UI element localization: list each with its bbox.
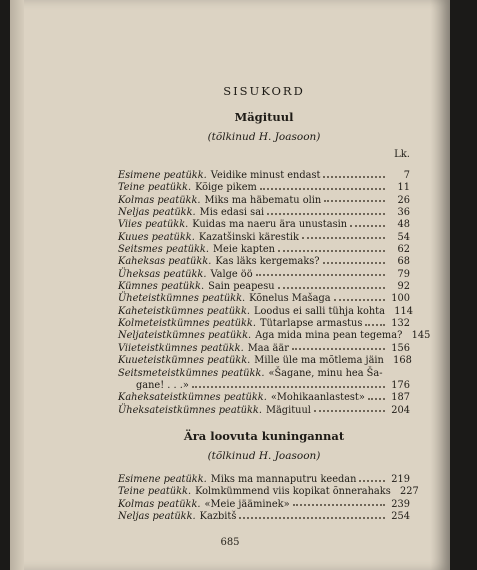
chapter-title: «Mohikaanlastest» [270, 392, 365, 404]
leader-dots [239, 516, 385, 519]
toc-entry-line [118, 380, 410, 392]
chapter-title-continued: gane! . . .» [136, 379, 189, 391]
chapter-label: Kuues peatükk. [118, 231, 195, 243]
chapter-label: Üheksateistkümnes peatükk. [118, 404, 262, 416]
chapter-page: 187 [391, 392, 410, 404]
toc-entry [118, 355, 410, 367]
toc-entry [118, 269, 410, 281]
chapter-label: Kümnes peatükk. [118, 281, 205, 293]
chapter-page: 239 [391, 498, 410, 510]
chapter-page: 156 [391, 342, 410, 354]
toc-entry [118, 318, 410, 330]
chapter-page: 254 [391, 510, 410, 522]
chapter-page: 26 [397, 194, 410, 206]
chapter-page: 11 [397, 182, 410, 194]
leader-dots [292, 347, 385, 350]
chapter-label: Kolmeteistkümnes peatükk. [118, 318, 256, 330]
toc-entry [118, 281, 410, 293]
chapter-label: Seitsmeteistkümnes peatükk. [118, 367, 265, 379]
page-column-label: Lk. [394, 149, 410, 160]
chapter-label: Üheksas peatükk. [118, 268, 207, 280]
chapter-label: Teine peatükk. [118, 486, 192, 498]
toc-entry [118, 392, 410, 404]
leader-dots [260, 187, 385, 190]
page-spine [10, 0, 24, 570]
chapter-title: Kuidas ma naeru ära unustasin [192, 219, 348, 231]
toc-entry [118, 182, 410, 194]
chapter-label: Kaheksas peatükk. [118, 256, 212, 268]
toc-entry [118, 330, 431, 342]
chapter-title: Valge öö [210, 268, 253, 280]
toc-entry [118, 232, 410, 244]
chapter-title: Kõige pikem [195, 182, 257, 194]
chapter-page: 132 [391, 318, 410, 330]
chapter-label: Viies peatükk. [118, 219, 189, 231]
part2-translator: (tõlkinud H. Joasoon) [207, 449, 321, 462]
leader-dots [314, 409, 385, 412]
chapter-title: Kazbitš [199, 510, 237, 522]
chapter-title: Mille üle ma mõtlema jäin [254, 355, 384, 367]
chapter-label: Esimene peatükk. [118, 473, 207, 485]
chapter-page: 114 [394, 305, 413, 317]
chapter-page: 100 [391, 293, 410, 305]
chapter-title: Miks ma häbematu olin [204, 194, 322, 206]
leader-dots [334, 298, 385, 301]
toc-entry [118, 244, 410, 256]
chapter-title: «Šagane, minu hea Ša- [268, 367, 383, 379]
leader-dots [323, 261, 385, 264]
toc-entry [118, 486, 419, 498]
part1-translator: (tõlkinud H. Joasoon) [207, 131, 321, 143]
toc-entry [118, 256, 410, 268]
chapter-label: Kolmas peatükk. [118, 194, 201, 206]
leader-dots [293, 503, 385, 506]
chapter-page: 145 [411, 330, 431, 342]
chapter-label: Kuueteistkümnes peatükk. [118, 355, 251, 367]
toc-entry [118, 499, 410, 511]
book-page [10, 0, 450, 570]
toc-entry [118, 511, 410, 523]
leader-dots [350, 224, 385, 227]
chapter-page: 227 [400, 486, 419, 498]
chapter-title: Aga mida mina pean tegema? [255, 330, 403, 342]
chapter-title: Kazatšinski kärestik [198, 231, 299, 243]
leader-dots [256, 273, 385, 276]
toc-entry [118, 343, 410, 355]
chapter-label: Kaheksateistkümnes peatükk. [118, 392, 267, 404]
chapter-title: Meie kapten [212, 244, 275, 256]
leader-dots [192, 385, 385, 388]
toc-heading: SISUKORD [223, 84, 305, 98]
chapter-label: Seitsmes peatükk. [118, 244, 209, 256]
chapter-label: Kolmas peatükk. [118, 498, 201, 510]
toc-entry [118, 405, 410, 417]
chapter-page: 79 [397, 268, 410, 280]
part1-entries [118, 170, 431, 417]
toc-entry [118, 219, 410, 231]
leader-dots [278, 249, 385, 252]
chapter-page: 7 [403, 170, 410, 181]
leader-dots [368, 397, 385, 400]
leader-dots [323, 175, 385, 178]
chapter-page: 68 [397, 256, 410, 268]
chapter-page: 168 [393, 355, 412, 367]
page-edge-shadow [430, 0, 450, 570]
leader-dots [324, 199, 385, 202]
leader-dots [359, 479, 385, 482]
chapter-page: 219 [391, 473, 410, 485]
chapter-label: Esimene peatükk. [118, 170, 207, 181]
toc-entry [118, 293, 410, 305]
toc-entry [118, 368, 410, 393]
chapter-label: Neljas peatükk. [118, 207, 196, 219]
table-of-contents [118, 84, 431, 523]
chapter-page: 92 [397, 281, 410, 293]
page-number: 685 [220, 537, 240, 548]
chapter-page: 36 [397, 207, 410, 219]
leader-dots [267, 212, 385, 215]
chapter-page: 54 [397, 231, 410, 243]
chapter-title: «Meie jääminek» [204, 498, 290, 510]
toc-entry [118, 207, 410, 219]
chapter-title: Kõnelus Mašaga [249, 293, 331, 305]
chapter-title: Maa äär [247, 342, 289, 354]
chapter-label: Üheteistkümnes peatükk. [118, 293, 246, 305]
leader-dots [278, 286, 385, 289]
chapter-title: Mägituul [265, 404, 311, 416]
chapter-title: Veidike minust endast [210, 170, 321, 181]
chapter-title: Miks ma mannaputru keedan [210, 473, 357, 485]
chapter-label: Viieteistkümnes peatükk. [118, 342, 244, 354]
toc-entry [118, 195, 410, 207]
chapter-title: Mis edasi sai [199, 207, 265, 219]
leader-dots [302, 236, 385, 239]
chapter-title: Sain peapesu [208, 281, 275, 293]
chapter-title: Tütarlapse armastus [259, 318, 363, 330]
chapter-page: 204 [391, 404, 410, 416]
toc-entry [118, 305, 413, 318]
chapter-label: Neljas peatükk. [118, 510, 196, 522]
chapter-page: 62 [397, 244, 410, 256]
toc-entry-line [118, 368, 410, 380]
chapter-title: Kas läks kergemaks? [215, 256, 320, 268]
chapter-page: 48 [397, 219, 410, 231]
chapter-page: 176 [391, 379, 410, 391]
chapter-label: Teine peatükk. [118, 182, 192, 194]
part2-title: Ära loovuta kuningannat [183, 428, 345, 443]
leader-dots [365, 323, 385, 326]
toc-entry [118, 170, 410, 182]
chapter-title: Loodus ei salli tühja kohta [254, 305, 385, 317]
part2-entries [118, 473, 419, 523]
chapter-label: Kaheteistkümnes peatükk. [118, 305, 251, 317]
chapter-label: Neljateistkümnes peatükk. [118, 330, 252, 342]
chapter-title: Kolmkümmend viis kopikat õnnerahaks [195, 486, 391, 498]
part1-title: Mägituul [234, 110, 294, 124]
toc-entry [118, 474, 410, 486]
